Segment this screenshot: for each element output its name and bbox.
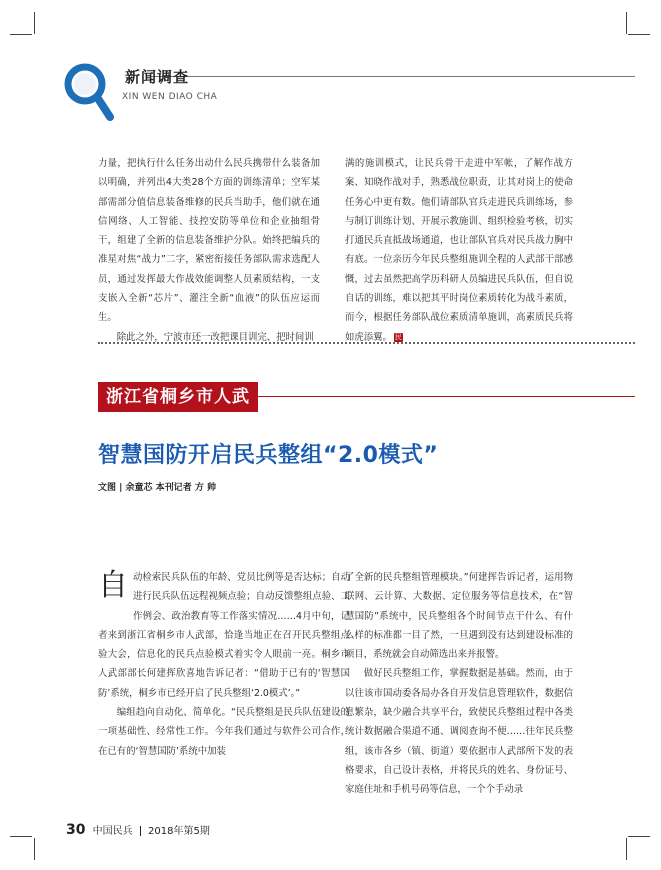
- prev-article-left-column: [98, 154, 320, 347]
- byline: 文图 | 余童芯 本刊记者 方 帅: [98, 483, 216, 493]
- article-title: 智慧国防开启民兵整组“2.0模式”: [98, 443, 439, 468]
- section-title: 新闻调查: [125, 68, 190, 86]
- magazine-name: 中国民兵: [92, 826, 133, 837]
- body-paragraph: 力量，把执行什么任务出动什么民兵携带什么装备加以明确，并列出4大类28个方面的训练清单；空军某部需部分值信息装备维修的民兵当助手，他们就在通信网络、人工智能、技控安防等单位和企业抽组骨干，组建了全新的信息装备维护分队。始终把编兵的准星对焦“战力”二字，紧密衔接任务部队需求选配人员，通过发挥最大作战效能调整人员素质结构，一支支嵌入全新“芯片”、灌注全新“血液”的队伍应运而生。: [98, 158, 320, 324]
- drop-cap: 自: [98, 568, 128, 603]
- article-left-column: [98, 568, 350, 761]
- tag-rule: [258, 396, 635, 397]
- crop-mark: [628, 34, 650, 35]
- section-pinyin: XIN WEN DIAO CHA: [122, 92, 218, 102]
- crop-mark: [10, 34, 32, 35]
- page-number: 30: [66, 822, 86, 838]
- crop-mark: [34, 838, 35, 860]
- header-rule: [150, 76, 635, 77]
- unit-tag: [98, 382, 258, 437]
- body-paragraph: 了全新的民兵整组管理模块。”何建挥告诉记者，运用物联网、云计算、大数据、定位服务等信息技术，在“智慧国防”系统中，民兵整组各个时间节点干什么、有什么样的标准都一目了然，一旦遇到没有达到建设标准的项目，系统就会自动筛选出来并报警。: [345, 572, 573, 661]
- body-paragraph: 编组趋向自动化、简单化。“民兵整组是民兵队伍建设的一项基础性、经常性工作。今年我们通过与软件公司合作，在已有的‘智慧国防’系统中加装: [98, 707, 350, 757]
- crop-mark: [10, 836, 32, 837]
- body-paragraph: [345, 154, 573, 347]
- prev-article-right-column: [345, 154, 573, 347]
- crop-mark: [626, 12, 627, 34]
- crop-mark: [628, 836, 650, 837]
- crop-mark: [34, 12, 35, 34]
- magnifier-icon: [62, 62, 114, 122]
- article-right-column: [345, 568, 573, 800]
- body-text: 满的施训模式，让民兵骨干走进中军帐，了解作战方案、知晓作战对手，熟悉战位职责，让其对岗上的使命任务心中更有数。他们请部队官兵走进民兵训练场，参与制订训练计划、开展示教施训、组织检验考核，切实打通民兵直抵战场通道，也让部队官兵对民兵战力胸中有底。一位亲历今年民兵整组施训全程的人武部干部感慨，过去虽然把高学历科研人员编进民兵队伍，但自说自话的训练，难以把其平时岗位素质转化为战斗素质，而今，根据任务部队战位素质清单施训，高素质民兵将如虎添翼。: [345, 158, 573, 343]
- unit-tag-label: 浙江省桐乡市人武部: [106, 387, 250, 437]
- body-paragraph: 除此之外，宁波市还一改把课目训完、把时间训: [116, 331, 314, 343]
- end-mark: 民: [394, 332, 402, 341]
- crop-mark: [626, 838, 627, 860]
- page-footer: [66, 822, 210, 838]
- section-divider: [98, 342, 635, 344]
- body-paragraph: 做好民兵整组工作，掌握数据是基础。然而，由于以往该市国动委各局办各自开发信息管理软件，数据信息繁杂，缺少融合共享平台，致使民兵整组过程中各类统计数据融合渠道不通、调阅查询不便……往年民兵整组，该市各乡（镇、街道）要依据市人武部所下发的表格要求，自己设计表格，并将民兵的姓名、身份证号、家庭住址和手机号码等信息，一个个手动录: [345, 668, 573, 796]
- issue-label: 2018年第5期: [148, 826, 210, 837]
- body-paragraph: 动检索民兵队伍的年龄、党员比例等是否达标；自动进行民兵队伍远程视频点验；自动反馈整组点验、工作例会、政治教育等工作落实情况……4月中旬，记者来到浙江省桐乡市人武部，恰逢当地正在召开民兵整组点验大会，信息化的民兵点验模式着实令人眼前一亮。桐乡市人武部部长何建挥欣喜地告诉记者：“借助于已有的‘智慧国防’系统，桐乡市已经开启了民兵整组‘2.0模式’。”: [98, 572, 350, 699]
- footer-separator: [140, 826, 141, 836]
